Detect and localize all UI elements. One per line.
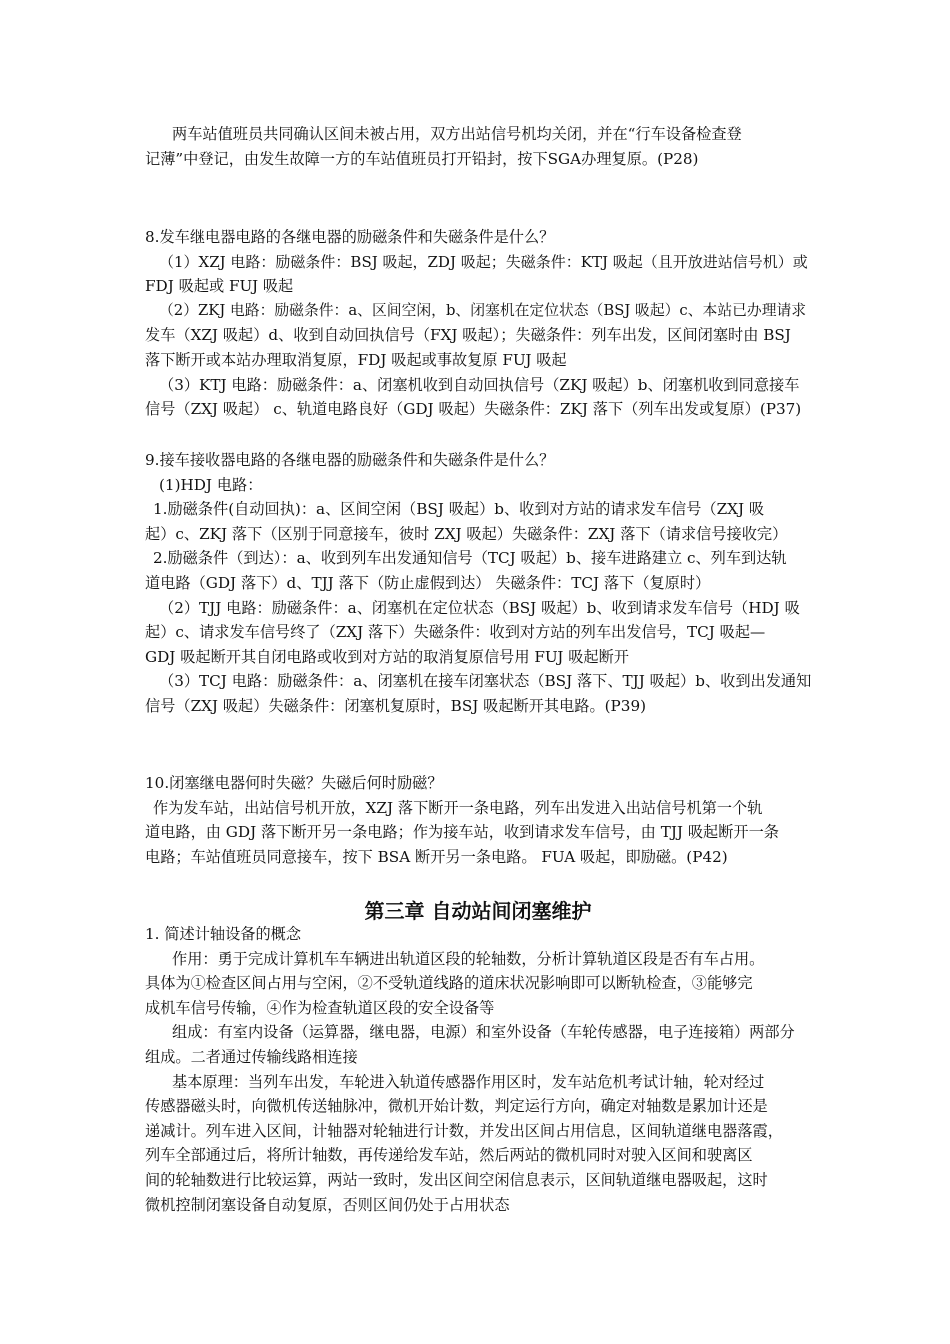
paragraph-line: 传感器磁头时，向微机传送轴脉冲，微机开始计数，判定运行方向，确定对轴数是累加计还是 [145, 1097, 768, 1116]
answer-line: 道电路，由 GDJ 落下断开另一条电路；作为接车站，收到请求发车信号，由 TJJ 吸起断开一条 [145, 823, 779, 842]
paragraph-line: 成机车信号传输，④作为检查轨道区段的安全设备等 [145, 998, 495, 1017]
answer-line: (1)HDJ 电路： [159, 475, 263, 494]
question-title: 8.发车继电器电路的各继电器的励磁条件和失磁条件是什么？ [145, 228, 555, 246]
intro-paragraph [145, 122, 811, 171]
chapter-heading: 第三章 自动站间闭塞维护 [364, 899, 592, 923]
paragraph-line: 微机控制闭塞设备自动复原，否则区间仍处于占用状态 [145, 1195, 510, 1214]
question-9 [145, 448, 811, 719]
question-title: 10.闭塞继电器何时失磁？失磁后何时励磁？ [145, 774, 443, 792]
answer-line: 信号（ZXJ 吸起） c、轨道电路良好（GDJ 吸起）失磁条件：ZKJ 落下（列车出发或复原）(P37) [145, 400, 802, 419]
paragraph-line: 基本原理：当列车出发，车轮进入轨道传感器作用区时，发车站危机考试计轴，轮对经过 [172, 1072, 765, 1091]
section-title: 1. 简述计轴设备的概念 [145, 925, 302, 943]
paragraph-line: 具体为①检查区间占用与空闲，②不受轨道线路的道床状况影响即可以断轨检查，③能够完 [145, 974, 753, 993]
paragraph-line: 列车全部通过后，将所计轴数，再传递给发车站，然后两站的微机同时对驶入区间和驶离区 [145, 1146, 753, 1165]
answer-line: 发车（XZJ 吸起）d、收到自动回执信号（FXJ 吸起）；失磁条件：列车出发，区间闭塞时由 BSJ [145, 326, 791, 345]
paragraph-line: 记薄”中登记，由发生故障一方的车站值班员打开铅封，按下SGA办理复原。(P28) [145, 149, 699, 168]
answer-line: 落下断开或本站办理取消复原，FDJ 吸起或事故复原 FUJ 吸起 [145, 350, 567, 369]
section-1 [145, 922, 811, 1217]
answer-line: （3）KTJ 电路：励磁条件：a、闭塞机收到自动回执信号（ZKJ 吸起）b、闭塞机收到同意接车 [159, 375, 800, 394]
answer-line: 作为发车站，出站信号机开放，XZJ 落下断开一条电路，列车出发进入出站信号机第一个轨 [153, 798, 763, 817]
question-10 [145, 771, 811, 869]
paragraph-line: 间的轮轴数进行比较运算，两站一致时，发出区间空闲信息表示，区间轨道继电器吸起，这时 [145, 1170, 768, 1189]
answer-line: 信号（ZXJ 吸起）失磁条件：闭塞机复原时，BSJ 吸起断开其电路。(P39) [145, 696, 647, 715]
answer-line: 道电路（GDJ 落下）d、TJJ 落下（防止虚假到达） 失磁条件：TCJ 落下（复原时） [145, 573, 711, 592]
answer-line: 2.励磁条件（到达）：a、收到列车出发通知信号（TCJ 吸起）b、接车进路建立 c、列车到达轨 [153, 549, 787, 568]
answer-line: （1）XZJ 电路：励磁条件：BSJ 吸起，ZDJ 吸起；失磁条件：KTJ 吸起（且开放进站信号机）或 [159, 252, 808, 271]
paragraph-line: 递减计。列车进入区间，计轴器对轮轴进行计数，并发出区间占用信息，区间轨道继电器落霞， [145, 1121, 783, 1140]
answer-line: FDJ 吸起或 FUJ 吸起 [145, 277, 294, 296]
paragraph-line: 组成。二者通过传输线路相连接 [145, 1047, 358, 1066]
paragraph-line: 组成：有室内设备（运算器，继电器，电源）和室外设备（车轮传感器，电子连接箱）两部分 [172, 1023, 795, 1042]
answer-line: 1.励磁条件(自动回执)：a、区间空闲（BSJ 吸起）b、收到对方站的请求发车信号（ZXJ 吸 [153, 500, 765, 519]
answer-line: 起）c、ZKJ 落下（区别于同意接车，彼时 ZXJ 吸起）失磁条件：ZXJ 落下（请求信号接收完） [145, 524, 788, 543]
answer-line: GDJ 吸起断开其自闭电路或收到对方站的取消复原信号用 FUJ 吸起断开 [145, 647, 629, 666]
answer-line: 电路；车站值班员同意接车，按下 BSA 断开另一条电路。 FUA 吸起，即励磁。(P42) [145, 847, 728, 866]
answer-line: （2）ZKJ 电路：励磁条件：a、区间空闲，b、闭塞机在定位状态（BSJ 吸起）c、本站已办理请求 [159, 301, 807, 319]
paragraph-line: 两车站值班员共同确认区间未被占用，双方出站信号机均关闭，并在“行车设备检查登 [172, 125, 742, 143]
question-8 [145, 225, 811, 422]
question-title: 9.接车接收器电路的各继电器的励磁条件和失磁条件是什么？ [145, 451, 555, 469]
answer-line: （2）TJJ 电路：励磁条件：a、闭塞机在定位状态（BSJ 吸起）b、收到请求发车信号（HDJ 吸 [159, 598, 800, 617]
answer-line: 起）c、请求发车信号终了（ZXJ 落下）失磁条件：收到对方站的列车出发信号，TCJ 吸起— [145, 623, 766, 642]
answer-line: （3）TCJ 电路：励磁条件：a、闭塞机在接车闭塞状态（BSJ 落下、TJJ 吸起）b、收到出发通知 [159, 672, 812, 691]
paragraph-line: 作用：勇于完成计算机车车辆进出轨道区段的轮轴数，分析计算轨道区段是否有车占用。 [172, 949, 765, 968]
